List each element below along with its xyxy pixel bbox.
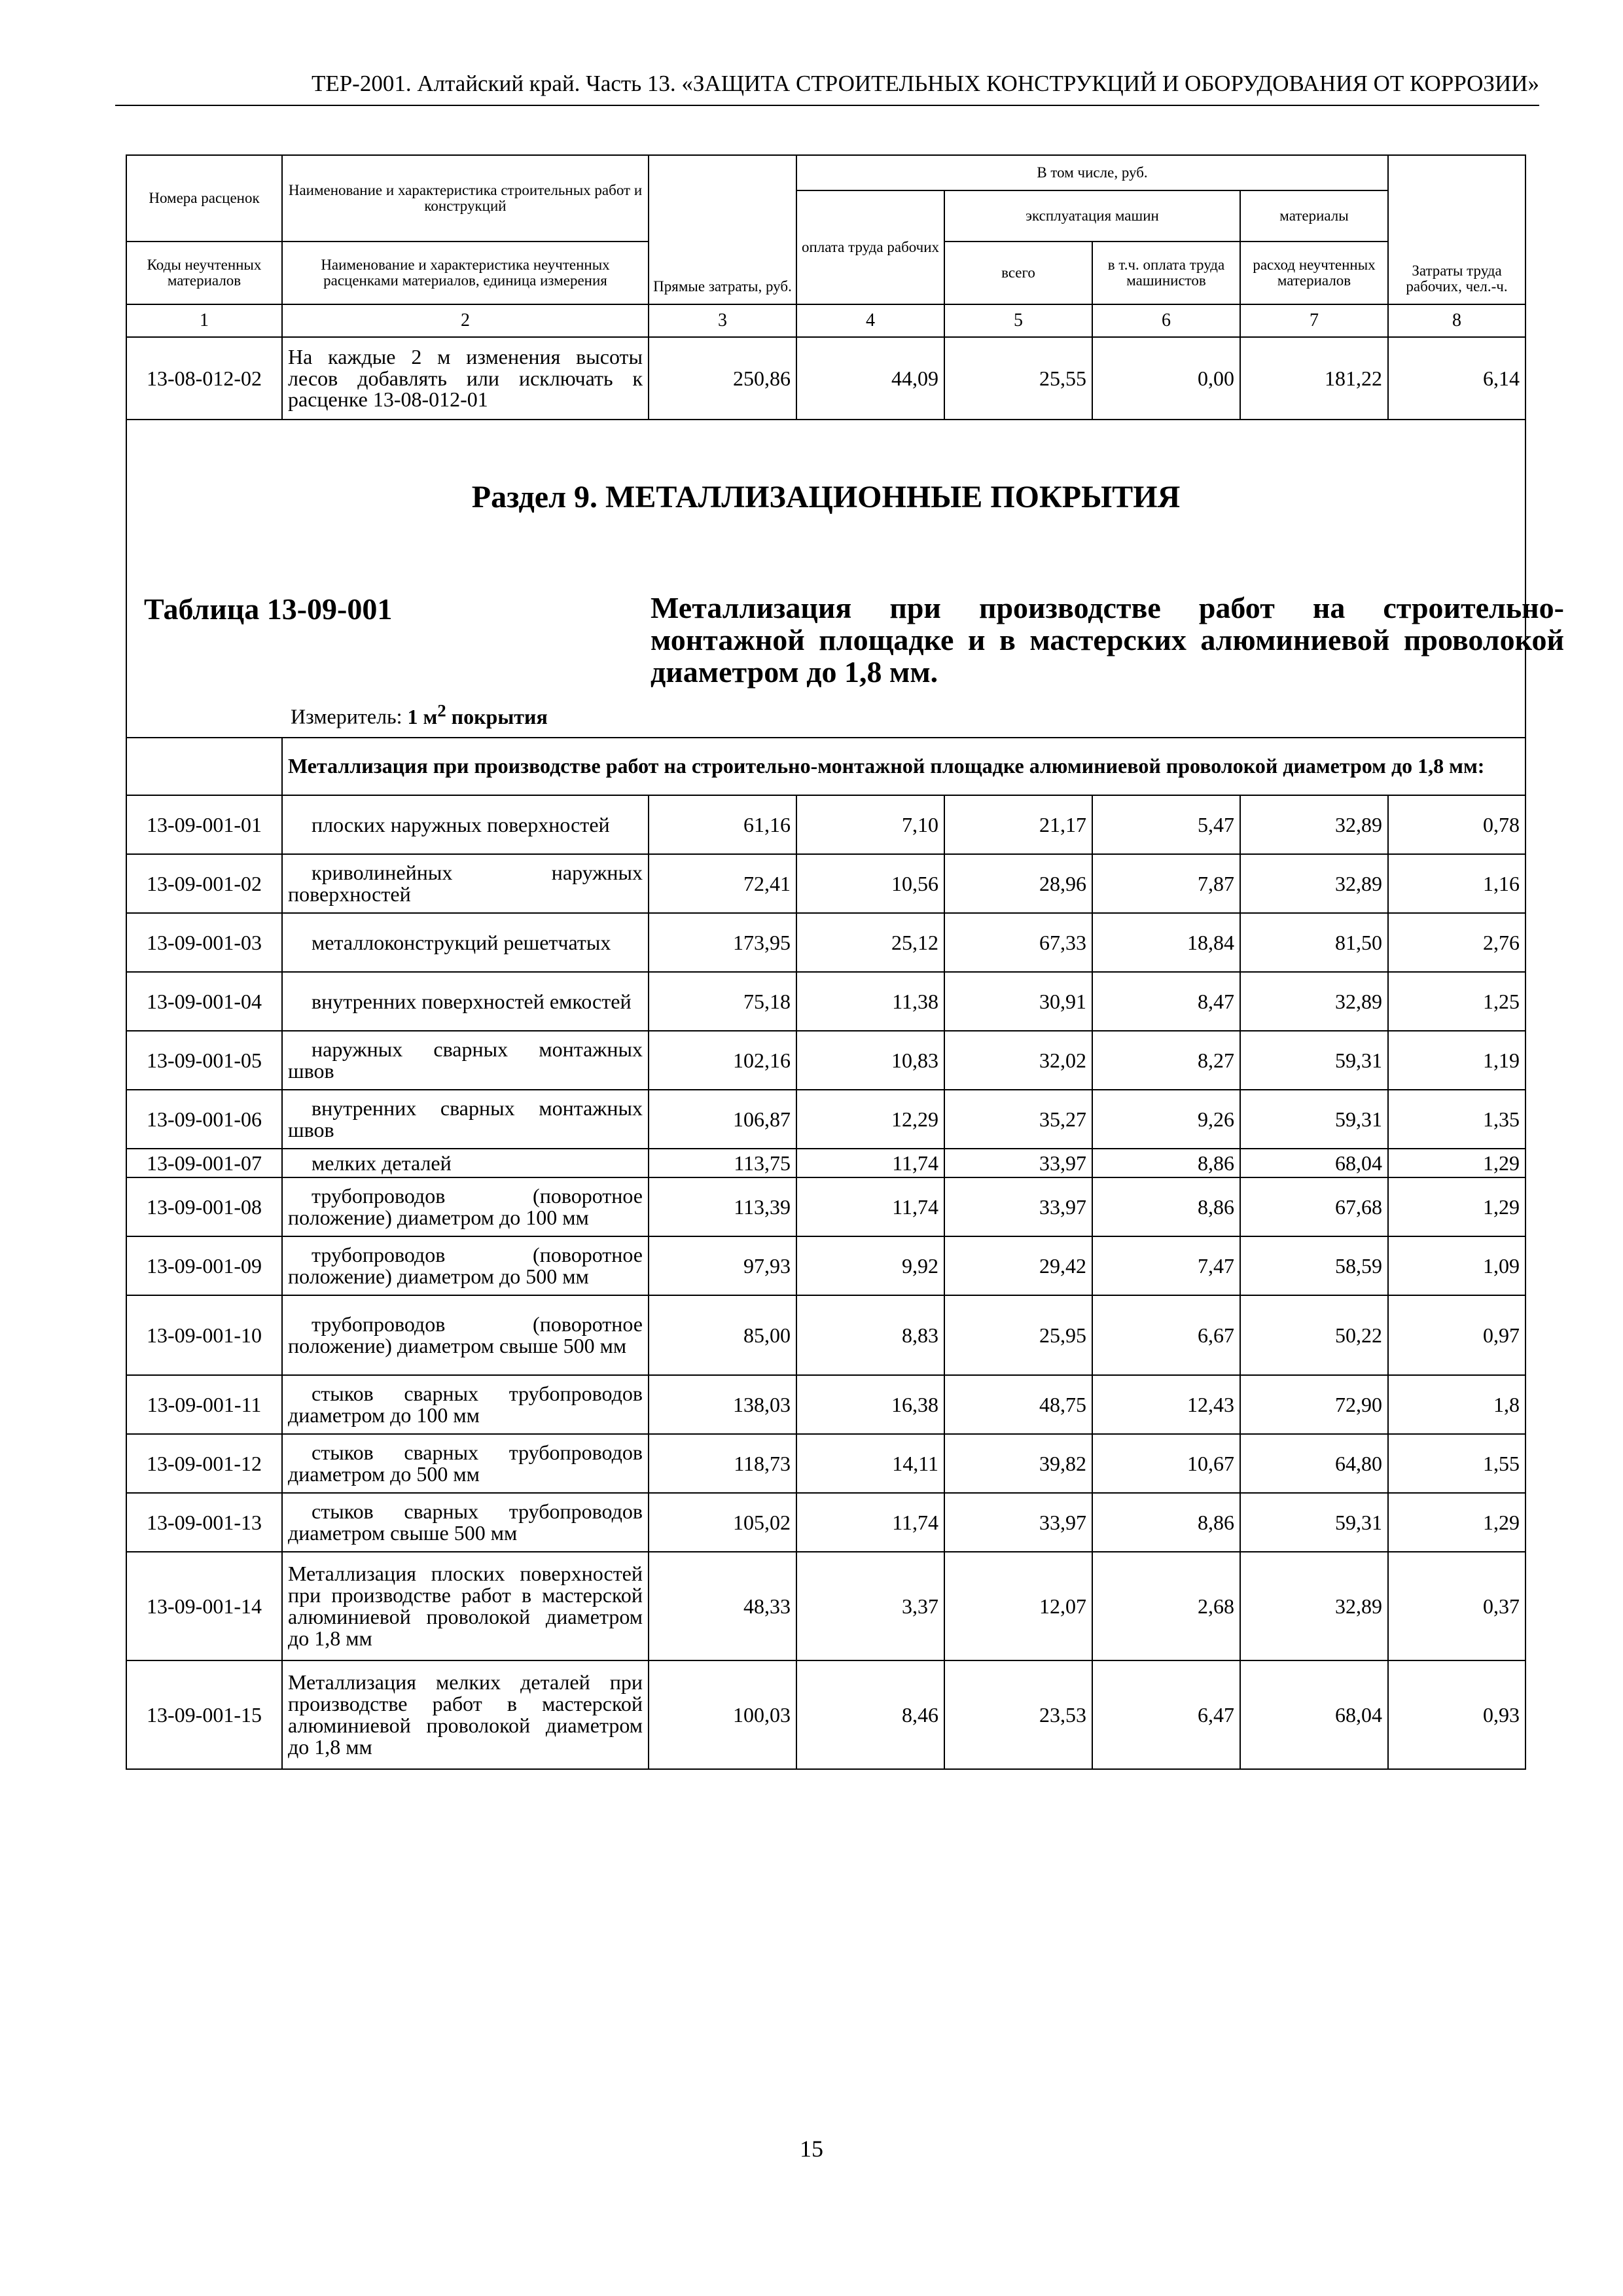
table-row	[126, 1149, 1525, 1177]
machines-total: 33,97	[944, 1493, 1092, 1552]
direct-costs: 48,33	[649, 1552, 796, 1660]
table-row	[126, 913, 1525, 972]
table-row	[126, 972, 1525, 1031]
rate-code: 13-09-001-10	[126, 1295, 282, 1375]
operators-pay: 8,47	[1092, 972, 1240, 1031]
labor-pay: 25,12	[796, 913, 944, 972]
direct-costs: 105,02	[649, 1493, 796, 1552]
labor-hours: 1,8	[1388, 1375, 1525, 1434]
direct-costs: 97,93	[649, 1236, 796, 1295]
machines-total: 25,55	[944, 337, 1092, 420]
col2-top-header: Наименование и характеристика строительных работ и конструкций	[282, 155, 649, 242]
operators-pay: 8,86	[1092, 1493, 1240, 1552]
rate-code: 13-09-001-03	[126, 913, 282, 972]
labor-pay: 3,37	[796, 1552, 944, 1660]
operators-pay: 10,67	[1092, 1434, 1240, 1493]
machines-total: 21,17	[944, 795, 1092, 854]
labor-pay: 14,11	[796, 1434, 944, 1493]
direct-costs: 72,41	[649, 854, 796, 913]
operators-pay: 0,00	[1092, 337, 1240, 420]
direct-costs: 118,73	[649, 1434, 796, 1493]
materials-cost: 32,89	[1240, 1552, 1388, 1660]
rate-name: На каждые 2 м изменения высоты лесов добавлять или исключать к расценке 13-08-012-01	[282, 337, 649, 420]
operators-pay: 8,27	[1092, 1031, 1240, 1090]
col7-header: расход неучтенных материалов	[1240, 242, 1388, 304]
machines-total: 67,33	[944, 913, 1092, 972]
machines-total: 30,91	[944, 972, 1092, 1031]
labor-hours: 1,29	[1388, 1149, 1525, 1177]
operators-pay: 18,84	[1092, 913, 1240, 972]
labor-hours: 0,93	[1388, 1660, 1525, 1769]
direct-costs: 75,18	[649, 972, 796, 1031]
table-row	[126, 1375, 1525, 1434]
section-row	[126, 420, 1525, 738]
rate-name: трубопроводов (поворотное положение) диаметром свыше 500 мм	[282, 1295, 649, 1375]
labor-hours: 0,97	[1388, 1295, 1525, 1375]
operators-pay: 8,86	[1092, 1149, 1240, 1177]
operators-pay: 12,43	[1092, 1375, 1240, 1434]
operators-pay: 6,47	[1092, 1660, 1240, 1769]
rate-name: мелких деталей	[282, 1149, 649, 1177]
table-row	[126, 795, 1525, 854]
subheading: Металлизация при производстве работ на строительно-монтажной площадке алюминиевой проволокой диаметром до 1,8 мм:	[282, 738, 1525, 795]
section-block	[127, 420, 1564, 737]
labor-hours: 1,09	[1388, 1236, 1525, 1295]
table-row	[126, 1031, 1525, 1090]
operators-pay: 8,86	[1092, 1177, 1240, 1236]
column-number: 5	[944, 304, 1092, 337]
labor-pay: 10,83	[796, 1031, 944, 1090]
table-row	[126, 1177, 1525, 1236]
labor-pay: 44,09	[796, 337, 944, 420]
rate-name: стыков сварных трубопроводов диаметром свыше 500 мм	[282, 1493, 649, 1552]
materials-cost: 72,90	[1240, 1375, 1388, 1434]
col2-bottom-header: Наименование и характеристика неучтенных расценками материалов, единица измерения	[282, 242, 649, 304]
column-number: 2	[282, 304, 649, 337]
group-header: В том числе, руб.	[796, 155, 1388, 190]
machines-total: 12,07	[944, 1552, 1092, 1660]
machines-total: 33,97	[944, 1149, 1092, 1177]
labor-pay: 9,92	[796, 1236, 944, 1295]
table-label: Таблица 13-09-001	[144, 592, 393, 626]
labor-hours: 1,19	[1388, 1031, 1525, 1090]
machines-total: 48,75	[944, 1375, 1092, 1434]
column-number: 7	[1240, 304, 1388, 337]
unit-line	[291, 700, 548, 729]
rate-name: наружных сварных монтажных швов	[282, 1031, 649, 1090]
machines-total: 33,97	[944, 1177, 1092, 1236]
column-number-row	[126, 304, 1525, 337]
materials-cost: 32,89	[1240, 795, 1388, 854]
rate-name: Металлизация мелких деталей при производстве работ в мастерской алюминиевой проволокой диаметром до 1,8 мм	[282, 1660, 649, 1769]
materials-cost: 58,59	[1240, 1236, 1388, 1295]
table-row	[126, 1236, 1525, 1295]
labor-hours: 0,78	[1388, 795, 1525, 854]
direct-costs: 250,86	[649, 337, 796, 420]
rate-name: трубопроводов (поворотное положение) диаметром до 500 мм	[282, 1236, 649, 1295]
rate-code: 13-09-001-05	[126, 1031, 282, 1090]
labor-pay: 12,29	[796, 1090, 944, 1149]
direct-costs: 113,75	[649, 1149, 796, 1177]
labor-hours: 1,25	[1388, 972, 1525, 1031]
rate-code: 13-09-001-02	[126, 854, 282, 913]
unit-prefix: Измеритель:	[291, 704, 402, 728]
subheading-row	[126, 738, 1525, 795]
direct-costs: 85,00	[649, 1295, 796, 1375]
rates-table	[126, 154, 1564, 1770]
operators-pay: 5,47	[1092, 795, 1240, 854]
direct-costs: 102,16	[649, 1031, 796, 1090]
materials-cost: 50,22	[1240, 1295, 1388, 1375]
materials-cost: 81,50	[1240, 913, 1388, 972]
rate-code: 13-09-001-14	[126, 1552, 282, 1660]
table-row	[126, 1493, 1525, 1552]
direct-costs: 100,03	[649, 1660, 796, 1769]
rate-name: плоских наружных поверхностей	[282, 795, 649, 854]
machines-header: эксплуатация машин	[944, 190, 1240, 242]
unit-value: 1 м	[407, 704, 438, 728]
rate-name: Металлизация плоских поверхностей при производстве работ в мастерской алюминиевой проволокой диаметром до 1,8 мм	[282, 1552, 649, 1660]
table-row	[126, 854, 1525, 913]
col6-header: в т.ч. оплата труда машинистов	[1092, 242, 1240, 304]
rate-name: внутренних сварных монтажных швов	[282, 1090, 649, 1149]
unit-sup: 2	[437, 700, 446, 720]
column-number: 8	[1388, 304, 1525, 337]
column-number: 6	[1092, 304, 1240, 337]
rate-code: 13-08-012-02	[126, 337, 282, 420]
rate-name: криволинейных наружных поверхностей	[282, 854, 649, 913]
machines-total: 29,42	[944, 1236, 1092, 1295]
operators-pay: 2,68	[1092, 1552, 1240, 1660]
rate-name: металлоконструкций решетчатых	[282, 913, 649, 972]
labor-hours: 1,55	[1388, 1434, 1525, 1493]
col4-header: оплата труда рабочих	[796, 190, 944, 304]
labor-pay: 11,74	[796, 1177, 944, 1236]
labor-pay: 11,74	[796, 1493, 944, 1552]
col3-header: Прямые затраты, руб.	[649, 155, 796, 304]
direct-costs: 61,16	[649, 795, 796, 854]
operators-pay: 6,67	[1092, 1295, 1240, 1375]
table-row	[126, 1552, 1525, 1660]
direct-costs: 138,03	[649, 1375, 796, 1434]
rate-code: 13-09-001-09	[126, 1236, 282, 1295]
table-row	[126, 1090, 1525, 1149]
materials-cost: 64,80	[1240, 1434, 1388, 1493]
rate-name: внутренних поверхностей емкостей	[282, 972, 649, 1031]
rows-body	[126, 795, 1525, 1769]
rate-code: 13-09-001-01	[126, 795, 282, 854]
direct-costs: 173,95	[649, 913, 796, 972]
materials-cost: 59,31	[1240, 1493, 1388, 1552]
operators-pay: 7,87	[1092, 854, 1240, 913]
materials-header: материалы	[1240, 190, 1388, 242]
labor-pay: 7,10	[796, 795, 944, 854]
operators-pay: 7,47	[1092, 1236, 1240, 1295]
rate-code: 13-09-001-08	[126, 1177, 282, 1236]
col1-bottom-header: Коды неучтенных материалов	[126, 242, 282, 304]
col1-top-header: Номера расценок	[126, 155, 282, 242]
rate-code: 13-09-001-04	[126, 972, 282, 1031]
operators-pay: 9,26	[1092, 1090, 1240, 1149]
running-header: ТЕР-2001. Алтайский край. Часть 13. «ЗАЩИТА СТРОИТЕЛЬНЫХ КОНСТРУКЦИЙ И ОБОРУДОВАНИЯ ОТ КОРРОЗИИ»	[311, 71, 1539, 96]
labor-hours: 2,76	[1388, 913, 1525, 972]
materials-cost: 67,68	[1240, 1177, 1388, 1236]
rate-name: стыков сварных трубопроводов диаметром до 500 мм	[282, 1434, 649, 1493]
unit-suffix: покрытия	[451, 704, 548, 728]
machines-total: 28,96	[944, 854, 1092, 913]
column-number: 4	[796, 304, 944, 337]
header-row-1	[126, 155, 1525, 190]
col5-header: всего	[944, 242, 1092, 304]
table-row	[126, 1660, 1525, 1769]
labor-hours: 0,37	[1388, 1552, 1525, 1660]
rate-code: 13-09-001-15	[126, 1660, 282, 1769]
materials-cost: 68,04	[1240, 1149, 1388, 1177]
machines-total: 35,27	[944, 1090, 1092, 1149]
materials-cost: 59,31	[1240, 1090, 1388, 1149]
machines-total: 25,95	[944, 1295, 1092, 1375]
labor-pay: 16,38	[796, 1375, 944, 1434]
section-title: Раздел 9. МЕТАЛЛИЗАЦИОННЫЕ ПОКРЫТИЯ	[471, 480, 1181, 514]
labor-hours: 1,35	[1388, 1090, 1525, 1149]
labor-pay: 8,46	[796, 1660, 944, 1769]
table-row	[126, 1434, 1525, 1493]
table-row	[126, 1295, 1525, 1375]
rate-name: трубопроводов (поворотное положение) диаметром до 100 мм	[282, 1177, 649, 1236]
machines-total: 39,82	[944, 1434, 1092, 1493]
rate-code: 13-09-001-07	[126, 1149, 282, 1177]
table-title: Металлизация при производстве работ на строительно-монтажной площадке и в мастерских алюминиевой проволокой диаметром до 1,8 мм.	[651, 591, 1564, 689]
materials-cost: 181,22	[1240, 337, 1388, 420]
direct-costs: 106,87	[649, 1090, 796, 1149]
labor-pay: 8,83	[796, 1295, 944, 1375]
page-number: 15	[800, 2136, 823, 2162]
direct-costs: 113,39	[649, 1177, 796, 1236]
header-rule	[115, 105, 1539, 106]
rate-code: 13-09-001-11	[126, 1375, 282, 1434]
materials-cost: 32,89	[1240, 972, 1388, 1031]
materials-cost: 59,31	[1240, 1031, 1388, 1090]
machines-total: 32,02	[944, 1031, 1092, 1090]
labor-pay: 10,56	[796, 854, 944, 913]
column-number: 3	[649, 304, 796, 337]
materials-cost: 32,89	[1240, 854, 1388, 913]
table-row	[126, 337, 1525, 420]
labor-hours: 1,16	[1388, 854, 1525, 913]
labor-pay: 11,38	[796, 972, 944, 1031]
rate-name: стыков сварных трубопроводов диаметром до 100 мм	[282, 1375, 649, 1434]
labor-pay: 11,74	[796, 1149, 944, 1177]
machines-total: 23,53	[944, 1660, 1092, 1769]
column-number: 1	[126, 304, 282, 337]
labor-hours: 1,29	[1388, 1493, 1525, 1552]
labor-hours: 6,14	[1388, 337, 1525, 420]
rate-code: 13-09-001-06	[126, 1090, 282, 1149]
rate-code: 13-09-001-12	[126, 1434, 282, 1493]
rate-code: 13-09-001-13	[126, 1493, 282, 1552]
labor-hours: 1,29	[1388, 1177, 1525, 1236]
materials-cost: 68,04	[1240, 1660, 1388, 1769]
col8-header: Затраты труда рабочих, чел.-ч.	[1388, 155, 1525, 304]
